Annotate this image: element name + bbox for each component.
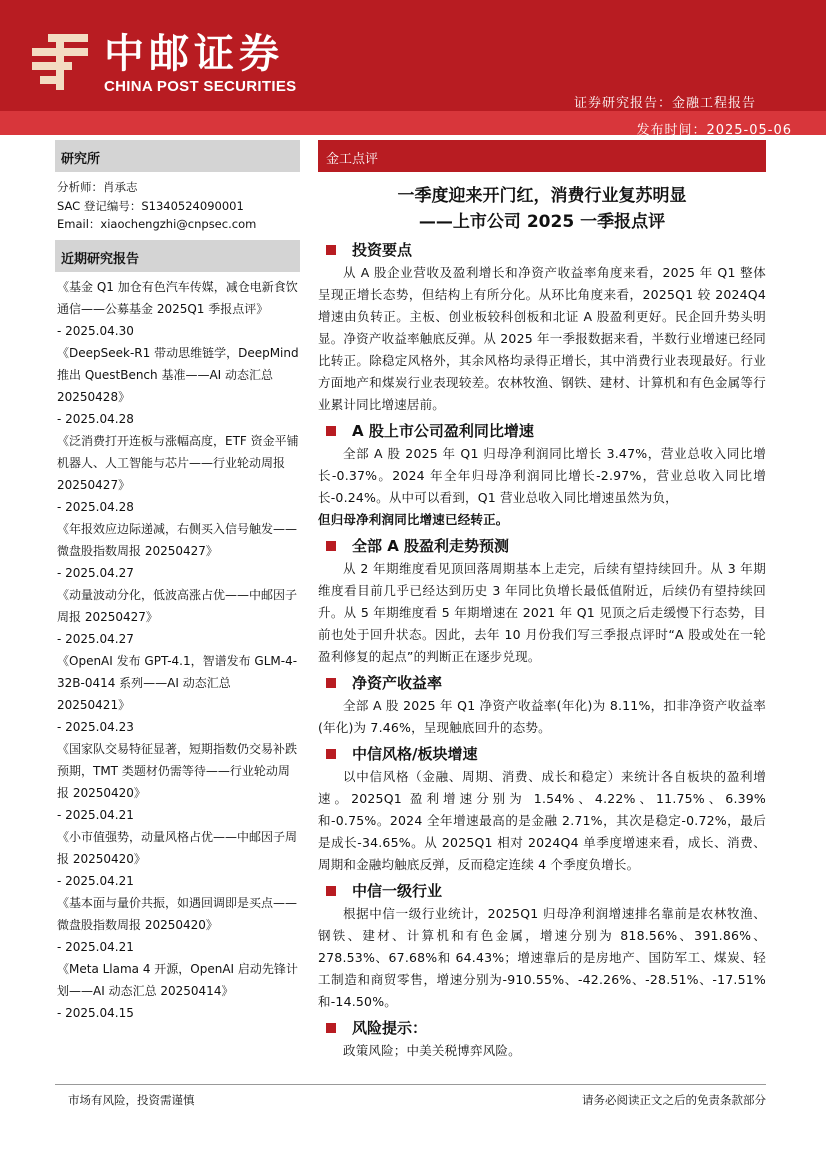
section-heading — [318, 239, 766, 262]
title-line-2: ——上市公司 2025 一季报点评 — [418, 212, 666, 232]
section-highlight: 但归母净利润同比增速已经转正。 — [318, 512, 509, 527]
report-date: - 2025.04.21 — [57, 939, 134, 954]
company-name-cn: 中邮证券 — [104, 30, 284, 77]
section-paragraph: 从 2 年期维度看见顶回落周期基本上走完，后续有望持续回升。从 3 年期维度看目前几乎已经达到历史 3 年同比负增长最低值附近，后续仍有望持续回升。从 5 年期维度看 5 年期增速在 2021 年 Q1 见顶之后走缓慢下行态势，目前也处于回升状态。因此，去年 10 月份我们写三季报点评时“A 股或处在一轮盈利修复的起点”的判断正在逐步兑现。 — [318, 561, 766, 664]
report-date: - 2025.04.28 — [57, 499, 134, 514]
report-date: - 2025.04.21 — [57, 807, 134, 822]
analyst-info — [55, 172, 300, 240]
report-title — [318, 183, 766, 235]
section-heading — [318, 743, 766, 766]
china-post-logo-icon — [28, 32, 92, 90]
report-title-link[interactable]: 《动量波动分化，低波高涨占优——中邮因子周报 20250427》 — [57, 587, 298, 624]
section-heading — [318, 420, 766, 443]
footer-divider — [55, 1084, 766, 1085]
report-type: 证券研究报告：金融工程报告 — [573, 96, 756, 111]
report-list-item[interactable] — [57, 958, 300, 1024]
section-heading — [318, 535, 766, 558]
publish-date: 发布时间：2025-05-06 — [636, 123, 792, 138]
footer-disclaimer: 请务必阅读正文之后的免责条款部分 — [582, 1093, 766, 1107]
section-paragraph: 从 A 股企业营收及盈利增长和净资产收益率角度来看，2025 年 Q1 整体呈现正增长态势，但结构上有所分化。从环比角度来看，2025Q1 较 2024Q4 增速由负转正。主板、创业板较科创板和北证 A 股盈利更好。民企回升势头明显。净资产收益率触底反弹。从 2025 年一季报数据来看，半数行业增速已经同比转正。除稳定风格外，其余风格均录得正增长，其中消费行业表现最好。行业方面地产和煤炭行业表现较差。农林牧渔、钢铁、建材、计算机和有色金属等行业累计同比增速居前。 — [318, 265, 766, 412]
report-date: - 2025.04.30 — [57, 323, 134, 338]
report-title-link[interactable]: 《基金 Q1 加仓有色汽车传媒，减仓电新食饮通信——公募基金 2025Q1 季报点评》 — [57, 279, 298, 316]
report-date: - 2025.04.15 — [57, 1005, 134, 1020]
footer-risk-note: 市场有风险，投资需谨慎 — [68, 1093, 195, 1107]
institute-label: 研究所 — [55, 140, 300, 172]
square-bullet-icon — [326, 886, 336, 896]
report-list-item[interactable] — [57, 430, 300, 518]
report-title-link[interactable]: 《DeepSeek-R1 带动思维链学，DeepMind 推出 QuestBench 基准——AI 动态汇总 20250428》 — [57, 345, 299, 404]
company-name-en: CHINA POST SECURITIES — [104, 78, 297, 95]
square-bullet-icon — [326, 426, 336, 436]
analyst-email: Email：xiaochengzhi@cnpsec.com — [57, 217, 257, 231]
analyst-name: 分析师：肖承志 — [57, 180, 138, 194]
report-tag: 金工点评 — [318, 140, 766, 172]
sections — [318, 239, 766, 1062]
report-list-item[interactable] — [57, 342, 300, 430]
report-title-link[interactable]: 《泛消费打开连板与涨幅高度，ETF 资金平铺机器人、人工智能与芯片——行业轮动周报 20250427》 — [57, 433, 299, 492]
section-heading-text: 中信一级行业 — [352, 882, 443, 900]
report-date: - 2025.04.21 — [57, 873, 134, 888]
report-date: - 2025.04.27 — [57, 565, 134, 580]
report-header — [0, 0, 826, 138]
section-paragraph: 政策风险；中美关税博弈风险。 — [343, 1043, 521, 1058]
report-date: - 2025.04.27 — [57, 631, 134, 646]
square-bullet-icon — [326, 541, 336, 551]
section-paragraph: 以中信风格（金融、周期、消费、成长和稳定）来统计各自板块的盈利增速。2025Q1 盈利增速分别为 1.54%、4.22%、11.75%、6.39%和-0.75%。2024 全年增速最高的是金融 2.71%，其次是稳定-0.72%，最后是成长-34.65%。从 2025Q1 相对 2024Q4 单季度增速来看，成长、消费、周期和金融均触底反弹，反而稳定连续 4 个季度负增长。 — [318, 769, 766, 872]
report-list-item[interactable] — [57, 892, 300, 958]
report-date: - 2025.04.28 — [57, 411, 134, 426]
report-list-item[interactable] — [57, 518, 300, 584]
recent-reports-list — [55, 272, 300, 1024]
report-title-link[interactable]: 《年报效应边际递减，右侧买入信号触发——微盘股指数周报 20250427》 — [57, 521, 298, 558]
report-list-item[interactable] — [57, 738, 300, 826]
square-bullet-icon — [326, 678, 336, 688]
section-heading — [318, 672, 766, 695]
square-bullet-icon — [326, 245, 336, 255]
recent-reports-label: 近期研究报告 — [55, 240, 300, 272]
report-list-item[interactable] — [57, 584, 300, 650]
square-bullet-icon — [326, 749, 336, 759]
report-title-link[interactable]: 《OpenAI 发布 GPT-4.1，智谱发布 GLM-4-32B-0414 系列——AI 动态汇总 20250421》 — [57, 653, 298, 712]
section-heading-text: 全部 A 股盈利走势预测 — [352, 537, 510, 555]
section-heading-text: 投资要点 — [352, 241, 413, 259]
section-paragraph: 根据中信一级行业统计，2025Q1 归母净利润增速排名靠前是农林牧渔、钢铁、建材、计算机和有色金属，增速分别为 818.56%、391.86%、278.53%、67.68%和 64.43%；增速靠后的是房地产、国防军工、煤炭、轻工制造和商贸零售，增速分别为-910.55%、-42.26%、-28.51%、-17.51%和-14.50%。 — [318, 906, 766, 1009]
report-list-item[interactable] — [57, 826, 300, 892]
report-title-link[interactable]: 《小市值强势，动量风格占优——中邮因子周报 20250420》 — [57, 829, 298, 866]
section-paragraph: 全部 A 股 2025 年 Q1 净资产收益率(年化)为 8.11%，扣非净资产收益率(年化)为 7.46%，呈现触底回升的态势。 — [318, 698, 766, 735]
section-heading-text: 中信风格/板块增速 — [352, 745, 478, 763]
report-date: - 2025.04.23 — [57, 719, 134, 734]
report-title-link[interactable]: 《基本面与量价共振，如遇回调即是买点——微盘股指数周报 20250420》 — [57, 895, 298, 932]
report-title-link[interactable]: 《国家队交易特征显著，短期指数仍交易补跌预期，TMT 类题材仍需等待——行业轮动周报 20250420》 — [57, 741, 298, 800]
square-bullet-icon — [326, 1023, 336, 1033]
main-content — [318, 140, 766, 1062]
title-line-1: 一季度迎来开门红，消费行业复苏明显 — [397, 186, 687, 206]
sac-number: SAC 登记编号：S1340524090001 — [57, 198, 244, 213]
section-heading — [318, 880, 766, 903]
section-heading-text: 风险提示： — [352, 1019, 428, 1037]
section-heading — [318, 1017, 766, 1040]
sidebar — [55, 140, 300, 1024]
report-list-item[interactable] — [57, 650, 300, 738]
report-title-link[interactable]: 《Meta Llama 4 开源，OpenAI 启动先锋计划——AI 动态汇总 20250414》 — [57, 961, 298, 998]
section-paragraph: 全部 A 股 2025 年 Q1 归母净利润同比增长 3.47%，营业总收入同比增长-0.37%。2024 年全年归母净利润同比增长-2.97%，营业总收入同比增长-0.24%。从中可以看到，Q1 营业总收入同比增速虽然为负， — [318, 446, 766, 505]
section-heading-text: 净资产收益率 — [352, 674, 443, 692]
report-list-item[interactable] — [57, 276, 300, 342]
section-heading-text: A 股上市公司盈利同比增速 — [352, 422, 534, 440]
